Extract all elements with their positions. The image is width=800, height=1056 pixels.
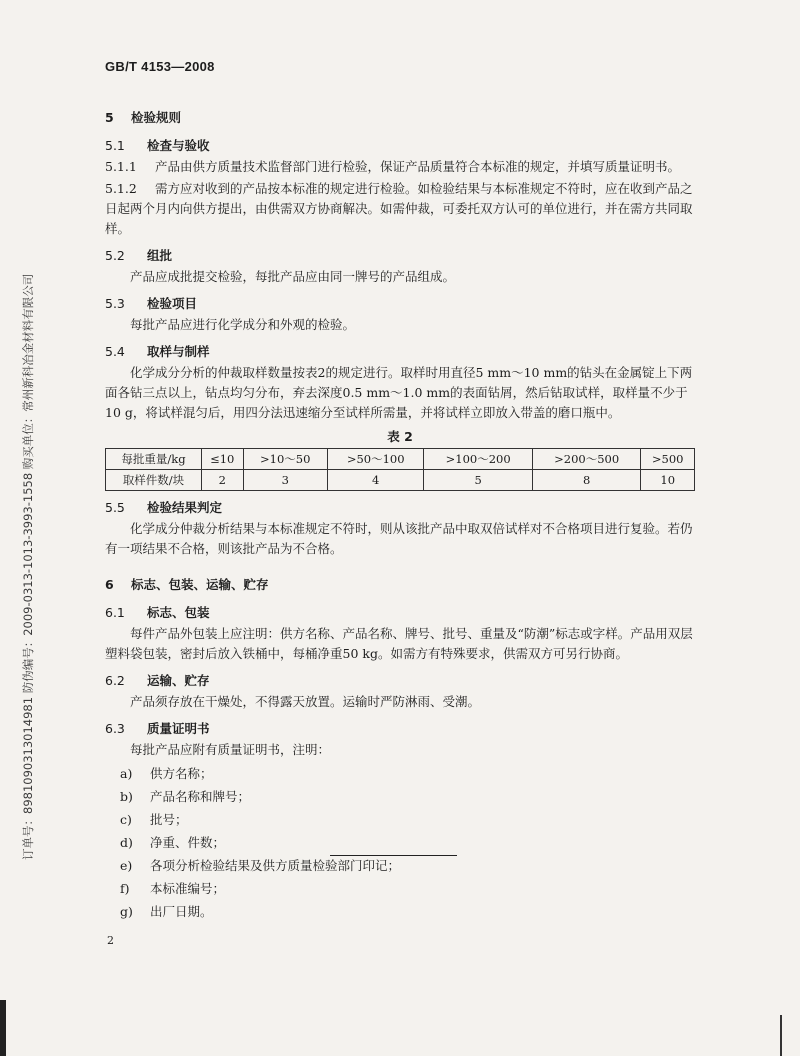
section-6-heading: 6 标志、包装、运输、贮存 xyxy=(105,577,269,592)
table-row-label: 取样件数/块 xyxy=(106,470,202,491)
table-cell: 2 xyxy=(202,470,244,491)
list-item: c) 批号； xyxy=(120,812,188,827)
section-5-heading: 5 检验规则 xyxy=(105,110,182,125)
clause-5-1-2: 5.1.2 需方应对收到的产品按本标准的规定进行检验。如检验结果与本标准规定不符时，应在收到产品之日起两个月内向供方提出，由供需双方协商解决。如需仲裁，可委托双方认可的单位进行，并在需方共同取样。 xyxy=(105,181,693,236)
table-cell: >50～100 xyxy=(327,449,423,470)
list-item: f) 本标准编号； xyxy=(120,881,226,896)
table-cell: ≤10 xyxy=(202,449,244,470)
scan-edge-mark xyxy=(0,1000,6,1056)
table-row xyxy=(106,449,695,470)
clause-6-2-text: 产品须存放在干燥处，不得露天放置。运输时严防淋雨、受潮。 xyxy=(130,694,481,709)
scan-edge-mark-right xyxy=(780,1015,782,1056)
section-5-3-heading: 5.3 检验项目 xyxy=(105,296,198,311)
table-cell: >500 xyxy=(641,449,695,470)
section-6-3-heading: 6.3 质量证明书 xyxy=(105,721,210,736)
clause-5-1-1: 5.1.1 产品由供方质量技术监督部门进行检验，保证产品质量符合本标准的规定，并填写质量证明书。 xyxy=(105,159,681,174)
document-code: GB/T 4153—2008 xyxy=(105,59,215,74)
list-item: a) 供方名称； xyxy=(120,766,213,781)
table-cell: 10 xyxy=(641,470,695,491)
table-cell: 5 xyxy=(424,470,532,491)
section-5-1-heading: 5.1 检查与验收 xyxy=(105,138,210,153)
clause-5-5-text: 化学成分仲裁分析结果与本标准规定不符时，则从该批产品中取双倍试样对不合格项目进行复验。若仍有一项结果不合格，则该批产品为不合格。 xyxy=(105,521,693,556)
certificate-items-list xyxy=(105,762,695,923)
list-item: b) 产品名称和牌号； xyxy=(120,789,251,804)
clause-5-4-text: 化学成分分析的仲裁取样数量按表2的规定进行。取样时用直径5 mm～10 mm的钻头在金属锭上下两面各钻三点以上，钻点均匀分布，弃去深度0.5 mm～1.0 mm的表面钻屑，然后钻取试样，取样量不少于10 g，将试样混匀后，用四分法迅速缩分至试样所需量，并将试样立即放入带盖的磨口瓶中。 xyxy=(105,365,693,420)
section-6-1-heading: 6.1 标志、包装 xyxy=(105,605,210,620)
page-number: 2 xyxy=(107,934,114,947)
list-item: d) 净重、件数； xyxy=(120,835,226,850)
clause-6-3-text: 每批产品应附有质量证明书，注明： xyxy=(130,742,331,757)
table-row-label: 每批重量/kg xyxy=(106,449,202,470)
table-2 xyxy=(105,448,695,491)
side-order-note: 订单号：8981090313014981 防伪编号：2009-0313-1013-3993-1558 购买单位：常州新科冶金材料有限公司 xyxy=(21,273,35,860)
clause-5-2-text: 产品应成批提交检验，每批产品应由同一牌号的产品组成。 xyxy=(130,269,456,284)
end-rule xyxy=(330,855,457,856)
table-2-caption: 表 2 xyxy=(387,429,413,444)
section-5-2-heading: 5.2 组批 xyxy=(105,248,173,263)
clause-5-3-text: 每批产品应进行化学成分和外观的检验。 xyxy=(130,317,356,332)
table-cell: >10～50 xyxy=(243,449,327,470)
list-item: g) 出厂日期。 xyxy=(120,904,213,919)
document-body xyxy=(105,100,695,923)
table-cell: >200～500 xyxy=(532,449,640,470)
table-row xyxy=(106,470,695,491)
section-5-4-heading: 5.4 取样与制样 xyxy=(105,344,210,359)
table-cell: 4 xyxy=(327,470,423,491)
clause-6-1-text: 每件产品外包装上应注明：供方名称、产品名称、牌号、批号、重量及“防潮”标志或字样。产品用双层塑料袋包装，密封后放入铁桶中，每桶净重50 kg。如需方有特殊要求，供需双方可另行协商。 xyxy=(105,626,693,661)
table-cell: 3 xyxy=(243,470,327,491)
table-cell: >100～200 xyxy=(424,449,532,470)
list-item: e) 各项分析检验结果及供方质量检验部门印记； xyxy=(120,858,401,873)
table-cell: 8 xyxy=(532,470,640,491)
section-6-2-heading: 6.2 运输、贮存 xyxy=(105,673,210,688)
section-5-5-heading: 5.5 检验结果判定 xyxy=(105,500,223,515)
